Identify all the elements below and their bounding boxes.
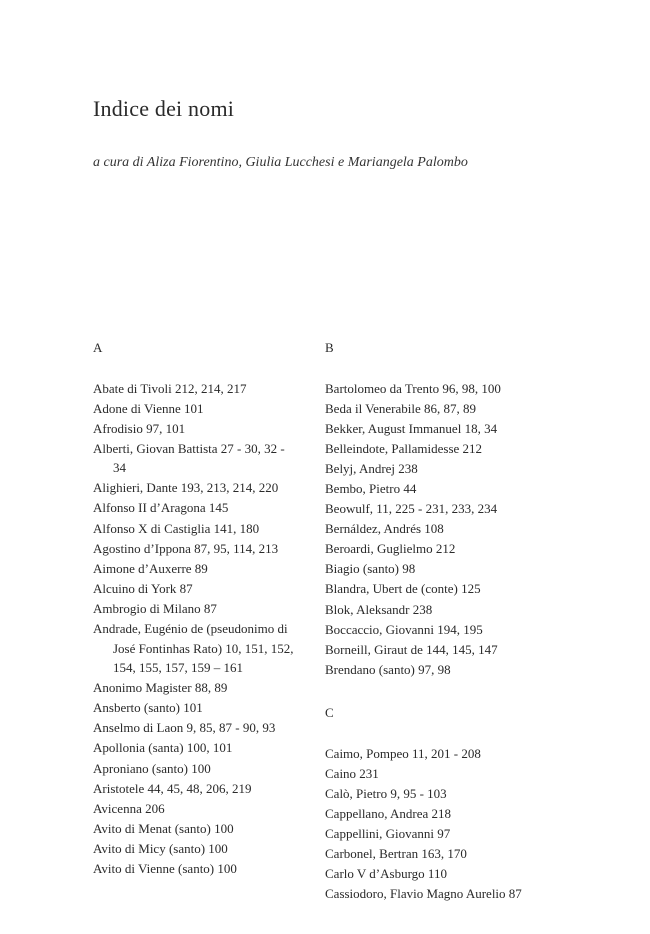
index-entry: Cappellini, Giovanni 97 <box>325 826 451 842</box>
index-entry: Adone di Vienne 101 <box>93 400 204 416</box>
index-entry: Alberti, Giovan Battista 27 - 30, 32 - 34 <box>93 440 285 476</box>
section-letter-c: C <box>325 705 334 721</box>
index-entry: Alfonso II d’Aragona 145 <box>93 500 229 516</box>
index-entry: Aproniano (santo) 100 <box>93 760 211 776</box>
index-entry: Belyj, Andrej 238 <box>325 460 418 476</box>
index-entry: Beda il Venerabile 86, 87, 89 <box>325 400 477 416</box>
index-entry: Abate di Tivoli 212, 214, 217 <box>93 380 247 396</box>
entries-c <box>325 744 555 904</box>
index-entry: Avito di Vienne (santo) 100 <box>93 860 237 876</box>
index-entry: Beowulf, 11, 225 - 231, 233, 234 <box>325 501 498 517</box>
index-entry: Calò, Pietro 9, 95 - 103 <box>325 786 447 801</box>
index-entry: Avicenna 206 <box>93 800 165 816</box>
index-entry: Avito di Micy (santo) 100 <box>93 840 228 856</box>
index-entry: Alcuino di York 87 <box>93 580 193 596</box>
section-letter-a: A <box>93 340 103 355</box>
index-entry: Blok, Aleksandr 238 <box>325 601 433 617</box>
index-entry: Caimo, Pompeo 11, 201 - 208 <box>325 745 481 761</box>
index-entry: Bekker, August Immanuel 18, 34 <box>325 420 498 436</box>
editors-credit: a cura di Aliza Fiorentino, Giulia Lucchesi e Mariangela Palombo <box>93 155 468 170</box>
entries-b <box>325 379 555 680</box>
index-entry: Aimone d’Auxerre 89 <box>93 560 208 576</box>
index-entry: Alighieri, Dante 193, 213, 214, 220 <box>93 480 279 496</box>
index-entry: Biagio (santo) 98 <box>325 561 416 577</box>
index-entry: Carbonel, Bertran 163, 170 <box>325 846 467 862</box>
index-entry: Beroardi, Guglielmo 212 <box>325 541 456 557</box>
index-entry: Anselmo di Laon 9, 85, 87 - 90, 93 <box>93 720 276 736</box>
index-column-right <box>325 338 555 905</box>
index-entry: Cappellano, Andrea 218 <box>325 806 451 822</box>
index-entry: Borneill, Giraut de 144, 145, 147 <box>325 641 498 657</box>
index-entry: Bembo, Pietro 44 <box>325 480 417 496</box>
index-entry: Blandra, Ubert de (conte) 125 <box>325 581 481 597</box>
index-entry: Aristotele 44, 45, 48, 206, 219 <box>93 780 252 796</box>
index-entry: Caino 231 <box>325 765 379 781</box>
index-entry: Carlo V d’Asburgo 110 <box>325 866 447 882</box>
index-entry: Bernáldez, Andrés 108 <box>325 521 444 537</box>
entries-a <box>93 379 298 879</box>
index-entry: Andrade, Eugénio de (pseudonimo di José Fontinhas Rato) 10, 151, 152, 154, 155, 157, 159 – 161 <box>93 621 294 676</box>
index-entry: Brendano (santo) 97, 98 <box>325 661 451 677</box>
index-entry: Afrodisio 97, 101 <box>93 420 186 436</box>
index-entry: Belleindote, Pallamidesse 212 <box>325 440 483 456</box>
index-entry: Ambrogio di Milano 87 <box>93 600 217 616</box>
index-entry: Alfonso X di Castiglia 141, 180 <box>93 520 260 536</box>
index-entry: Anonimo Magister 88, 89 <box>93 680 228 696</box>
index-entry: Ansberto (santo) 101 <box>93 700 203 716</box>
index-entry: Apollonia (santa) 100, 101 <box>93 740 233 756</box>
index-entry: Avito di Menat (santo) 100 <box>93 820 234 836</box>
page-title: Indice dei nomi <box>93 96 235 121</box>
section-letter-b: B <box>325 340 334 355</box>
index-entry: Agostino d’Ippona 87, 95, 114, 213 <box>93 540 279 556</box>
index-entry: Bartolomeo da Trento 96, 98, 100 <box>325 380 501 396</box>
index-entry: Boccaccio, Giovanni 194, 195 <box>325 621 483 637</box>
index-entry: Cassiodoro, Flavio Magno Aurelio 87 <box>325 886 522 902</box>
index-column-left <box>93 338 298 879</box>
